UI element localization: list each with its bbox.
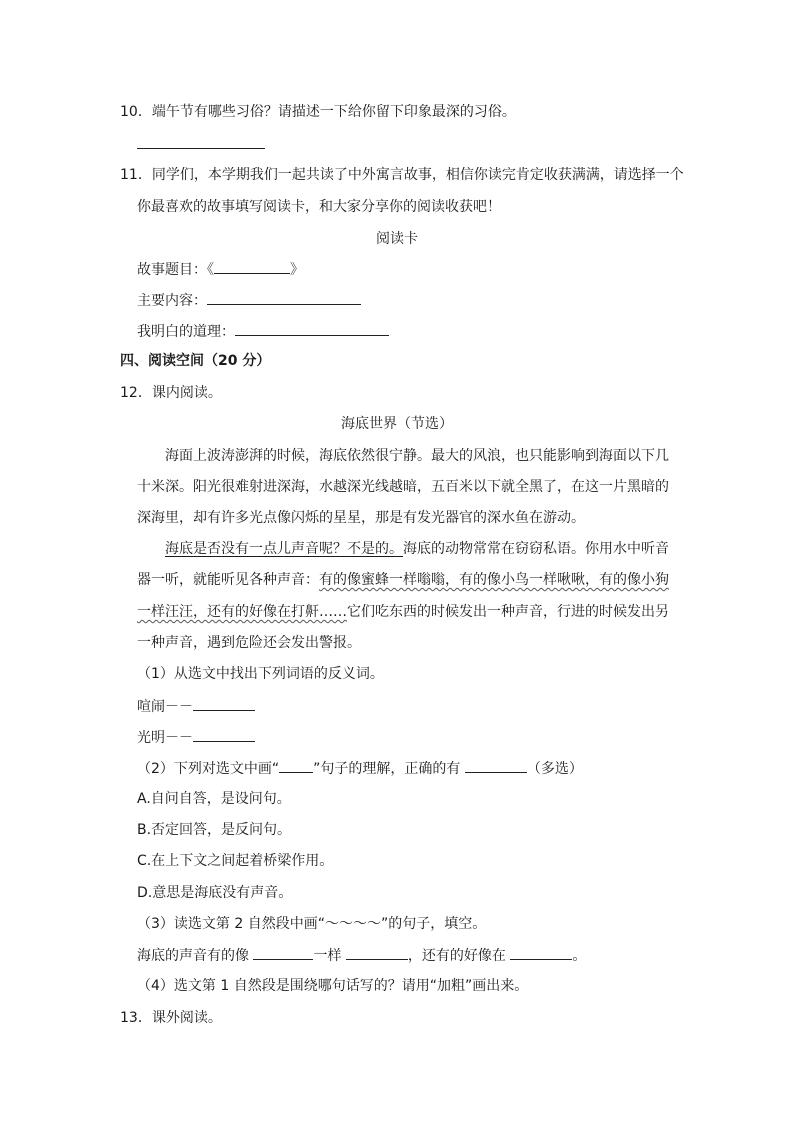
passage-p2-line-3 — [137, 602, 669, 622]
p2-line-1-rest: 海底的动物常常在窃窃私语。你用水中听音 — [403, 541, 669, 557]
sub-question-4: （4）选文第 1 自然段是围绕哪句话写的？请用“加粗”画出来。 — [137, 978, 529, 994]
sub-question-1: （1）从选文中找出下列词语的反义词。 — [137, 666, 384, 682]
main-content-row — [137, 290, 361, 311]
fill-text-b: 一样 — [313, 948, 346, 964]
passage-p1-line-1: 海面上波涛澎湃的时候，海底依然很宁静。最大的风浪，也只能影响到海面以下几 — [165, 448, 669, 464]
answer-blank-10[interactable] — [137, 134, 265, 155]
question-11-line-2: 你最喜欢的故事填写阅读卡，和大家分享你的阅读收获吧！ — [137, 199, 501, 215]
story-title-blank[interactable] — [214, 259, 290, 274]
story-title-label: 故事题目：《 — [137, 262, 214, 278]
sub-question-2 — [137, 758, 583, 779]
option-b: B.否定回答，是反问句。 — [137, 822, 292, 838]
option-c: C.在上下文之间起着桥梁作用。 — [137, 853, 334, 869]
sub2-answer-blank[interactable] — [465, 758, 527, 773]
question-12-label: 12．课内阅读。 — [120, 385, 222, 401]
antonym-blank-b[interactable] — [193, 727, 255, 742]
lesson-label: 我明白的道理： — [137, 324, 235, 340]
reading-card-title: 阅读卡 — [376, 231, 418, 247]
sub2-line-sample — [279, 758, 313, 773]
passage-title: 海底世界（节选） — [341, 416, 453, 432]
sub2-prefix: （2）下列对选文中画“ — [137, 761, 280, 777]
underlined-sentence: 海底是否没有一点儿声音呢？不是的。 — [165, 541, 403, 557]
passage-p2-line-4: 一种声音，遇到危险还会发出警报。 — [137, 635, 361, 651]
question-13-label: 13．课外阅读。 — [120, 1010, 222, 1026]
story-title-close: 》 — [290, 262, 304, 278]
fill-text-a: 海底的声音有的像 — [137, 948, 254, 964]
question-10: 10．端午节有哪些习俗？请描述一下给你留下印象最深的习俗。 — [120, 104, 516, 120]
sub2-suffix: （多选） — [526, 761, 583, 777]
fill-text-c: ，还有的好像在 — [407, 948, 511, 964]
fill-blank-2[interactable] — [346, 945, 408, 960]
passage-p1-line-3: 深海里，却有许多光点像闪烁的星星，那是有发光器官的深水鱼在游动。 — [137, 510, 585, 526]
antonym-blank-a[interactable] — [193, 696, 255, 711]
story-title-row — [137, 259, 304, 280]
fill-text-d: 。 — [572, 948, 587, 964]
option-d: D.意思是海底没有声音。 — [137, 885, 293, 901]
fill-blank-3[interactable] — [510, 945, 572, 960]
p2-line-3-rest: 它们吃东西的时候发出一种声音，行进的时候发出另 — [347, 604, 669, 620]
antonym-label-b: 光明－－ — [137, 730, 193, 746]
passage-p1-line-2: 十米深。阳光很难射进深海，水越深光线越暗，五百米以下就全黑了，在这一片黑暗的 — [137, 479, 669, 495]
sub-question-3-fill — [137, 945, 586, 966]
p2-line-2-plain: 器一听，就能听见各种声音： — [137, 572, 319, 588]
passage-p2-line-1 — [165, 539, 669, 559]
wavy-sentence-part-1: 有的像蜜蜂一样嗡嗡，有的像小鸟一样啾啾，有的像小狗 — [319, 572, 669, 588]
antonym-row-a — [137, 696, 255, 717]
lesson-row — [137, 321, 389, 342]
question-11-line-1: 11．同学们，本学期我们一起共读了中外寓言故事，相信你读完肯定收获满满，请选择一个 — [120, 167, 684, 183]
lesson-blank[interactable] — [235, 321, 389, 336]
section-4-heading: 四、阅读空间（20 分） — [120, 353, 271, 369]
fill-blank-1[interactable] — [253, 945, 313, 960]
wavy-sentence-part-2: 一样汪汪，还有的好像在打鼾…… — [137, 604, 347, 620]
passage-p2-line-2 — [137, 570, 669, 590]
sub2-mid: ”句子的理解，正确的有 — [313, 761, 465, 777]
antonym-label-a: 喧闹－－ — [137, 699, 193, 715]
main-content-blank[interactable] — [207, 290, 361, 305]
antonym-row-b — [137, 727, 255, 748]
main-content-label: 主要内容： — [137, 293, 207, 309]
sub-question-3: （3）读选文第 2 自然段中画“～～～～”的句子，填空。 — [137, 916, 487, 932]
option-a: A.自问自答，是设问句。 — [137, 791, 291, 807]
